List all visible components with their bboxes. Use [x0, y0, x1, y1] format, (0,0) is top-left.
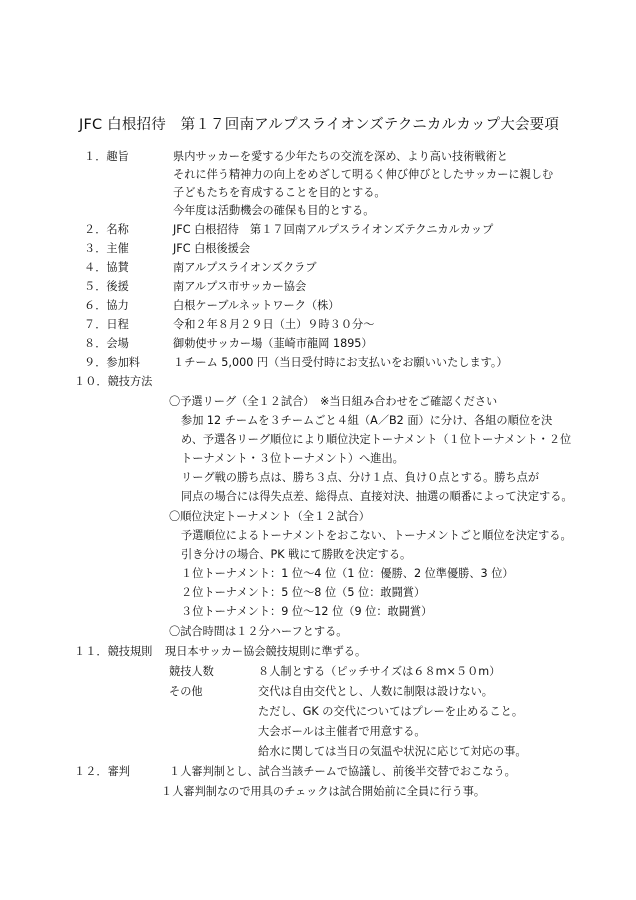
format-line: 〇順位決定トーナメント（全１２試合） — [169, 510, 370, 523]
purpose-line: 今年度は活動機会の確保も目的とする。 — [173, 204, 375, 217]
sponsor-value: 南アルプスライオンズクラブ — [173, 261, 317, 274]
format-line: ２位トーナメント：5 位～8 位（5 位：敢闘賞） — [181, 586, 426, 599]
rules-sub-value: 給水に関しては当日の気温や状況に応じて対応の事。 — [258, 745, 527, 758]
support-value: 南アルプス市サッカー協会 — [173, 280, 307, 293]
section-label-format: １０．競技方法 — [74, 375, 153, 388]
section-label-name: ２．名称 — [84, 223, 129, 236]
section-label-rules: １１．競技規則 — [74, 645, 153, 658]
format-line: 〇試合時間は１２分ハーフとする。 — [169, 625, 348, 638]
format-line: トーナメント・３位トーナメント）へ進出。 — [181, 452, 404, 465]
purpose-line: 県内サッカーを愛する少年たちの交流を深め、より高い技術戦術と — [173, 150, 508, 163]
format-line: 同点の場合には得失点差、総得点、直接対決、抽選の順番によって決定する。 — [181, 490, 573, 503]
section-label-referee: １２．審判 — [74, 765, 130, 778]
rules-value: 現日本サッカー協会競技規則に準ずる。 — [165, 645, 367, 658]
rules-sub-label-players: 競技人数 — [169, 665, 214, 678]
name-value: JFC 白根招待 第１７回南アルプスライオンズテクニカルカップ — [173, 223, 494, 236]
fee-value: １チーム 5,000 円（当日受付時にお支払いをお願いいたします。） — [173, 356, 508, 369]
section-label-schedule: ７．日程 — [84, 318, 129, 331]
format-line: 参加 12 チームを３チームごと４組（A／B2 面）に分け、各組の順位を決 — [181, 414, 553, 427]
document-title: JFC 白根招待 第１７回南アルプスライオンズテクニカルカップ大会要項 — [79, 117, 560, 133]
section-label-fee: ９．参加料 — [84, 356, 140, 369]
format-line: 引き分けの場合、PK 戦にて勝敗を決定する。 — [181, 548, 412, 561]
purpose-line: 子どもたちを育成することを目的とする。 — [173, 186, 386, 199]
schedule-value: 令和２年８月２９日（土）９時３０分～ — [173, 318, 375, 331]
organizer-value: JFC 白根後援会 — [173, 242, 251, 255]
rules-sub-value: ただし、GK の交代についてはプレーを止めること。 — [258, 705, 524, 718]
format-line: 予選順位によるトーナメントをおこない、トーナメントごと順位を決定する。 — [181, 529, 572, 542]
section-label-purpose: １．趣旨 — [84, 150, 129, 163]
rules-sub-value: ８人制とする（ピッチサイズは６８m×５０m） — [258, 665, 501, 678]
referee-line: １人審判制なので用具のチェックは試合開始前に全員に行う事。 — [161, 785, 486, 798]
purpose-line: それに伴う精神力の向上をめざして明るく伸び伸びとしたサッカーに親しむ — [173, 168, 554, 181]
section-label-organizer: ３．主催 — [84, 242, 129, 255]
rules-sub-value: 大会ボールは主催者で用意する。 — [258, 725, 426, 738]
venue-value: 御勅使サッカー場（韮崎市龍岡 1895） — [173, 337, 373, 350]
format-line: め、予選各リーグ順位により順位決定トーナメント（１位トーナメント・２位 — [181, 433, 572, 446]
format-line: 〇予選リーグ（全１２試合） ※当日組み合わせをご確認ください — [169, 395, 498, 408]
rules-sub-value: 交代は自由交代とし、人数に制限は設けない。 — [258, 685, 493, 698]
rules-sub-label-other: その他 — [169, 685, 203, 698]
section-label-cooperation: ６．協力 — [84, 299, 129, 312]
section-label-support: ５．後援 — [84, 280, 129, 293]
section-label-sponsor: ４．協賛 — [84, 261, 129, 274]
referee-line: １人審判制とし、試合当該チームで協議し、前後半交替でおこなう。 — [169, 765, 516, 778]
format-line: リーグ戦の勝ち点は、勝ち３点、分け１点、負け０点とする。勝ち点が — [181, 471, 540, 484]
format-line: １位トーナメント：1 位～4 位（1 位：優勝、2 位準優勝、3 位） — [181, 567, 514, 580]
format-line: ３位トーナメント：9 位～12 位（9 位：敢闘賞） — [181, 605, 433, 618]
cooperation-value: 白根ケーブルネットワーク（株） — [173, 299, 340, 312]
section-label-venue: ８．会場 — [84, 337, 129, 350]
